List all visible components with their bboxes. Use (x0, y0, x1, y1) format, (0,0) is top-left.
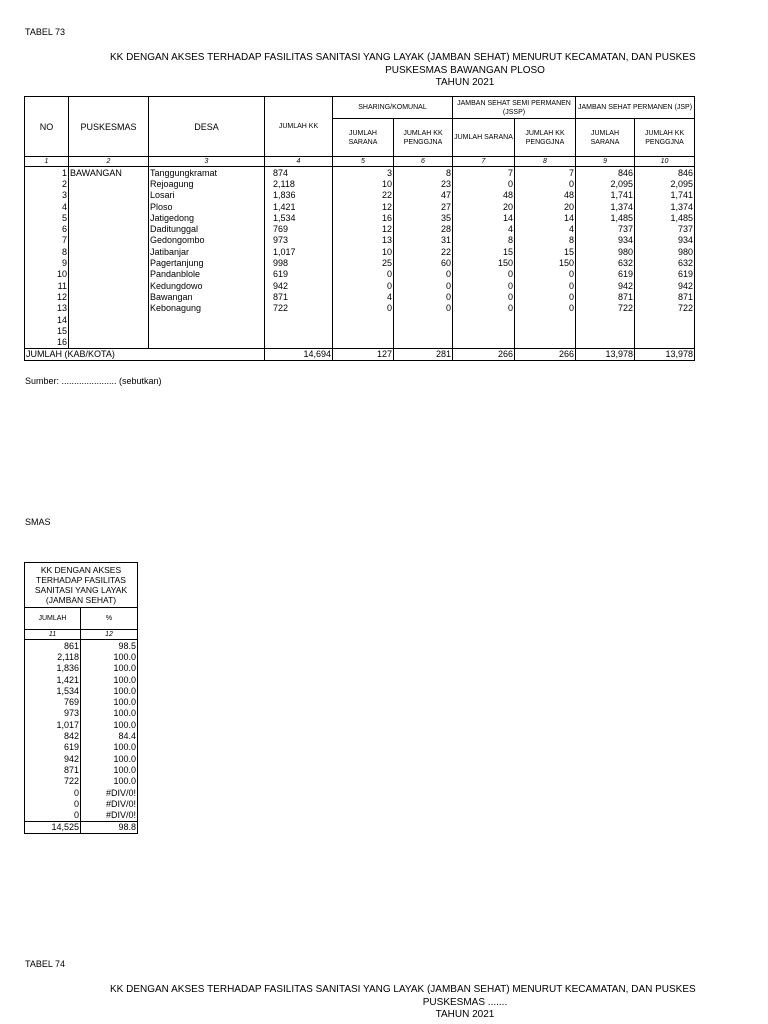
table-cell: 0 (453, 280, 515, 291)
table-cell: Tanggungkramat (149, 167, 265, 179)
table-cell: 4 (25, 201, 69, 212)
table-row (25, 314, 695, 325)
table-cell (333, 336, 394, 348)
table-cell: 980 (635, 246, 695, 257)
table-73 (24, 96, 695, 361)
table-cell: 871 (25, 764, 81, 775)
table-cell: 769 (265, 223, 333, 234)
table-row (25, 325, 695, 336)
table-row (25, 776, 138, 787)
column-number: 9 (576, 157, 635, 167)
table-cell: 1 (25, 167, 69, 179)
table-cell (515, 325, 576, 336)
table-cell: 1,836 (265, 190, 333, 201)
table-cell: #DIV/0! (81, 809, 138, 821)
table-cell: 100.0 (81, 663, 138, 674)
total-cell: 14,694 (265, 348, 333, 360)
table-cell: 100.0 (81, 651, 138, 662)
table-cell: Bawangan (149, 291, 265, 302)
table-row (25, 303, 695, 314)
table-cell: 10 (333, 246, 394, 257)
table-cell: 1,017 (25, 719, 81, 730)
table-cell: 100.0 (81, 708, 138, 719)
table-cell (515, 336, 576, 348)
header-jsss: JAMBAN SEHAT SEMI PERMANEN (JSSP) (453, 97, 576, 119)
header-sharing-kk: JUMLAH KK PENGGJNA (394, 119, 453, 157)
table-cell: 934 (576, 235, 635, 246)
table-cell: 15 (453, 246, 515, 257)
table-cell: 9 (25, 257, 69, 268)
table-cell: 100.0 (81, 764, 138, 775)
table-cell (453, 314, 515, 325)
table-row (25, 246, 695, 257)
table-row (25, 663, 138, 674)
total-cell: 13,978 (635, 348, 695, 360)
table-cell: 0 (394, 280, 453, 291)
table-cell: 942 (576, 280, 635, 291)
table-cell: 2,095 (635, 178, 695, 189)
table-cell: 100.0 (81, 742, 138, 753)
table-cell (515, 314, 576, 325)
table-cell: Rejoagung (149, 178, 265, 189)
table-cell: 934 (635, 235, 695, 246)
table-cell: 871 (576, 291, 635, 302)
table-cell: 10 (333, 178, 394, 189)
table-cell (69, 303, 149, 314)
table-cell: 16 (333, 212, 394, 223)
column-number: 6 (394, 157, 453, 167)
table-cell: 100.0 (81, 685, 138, 696)
table-cell: Gedongombo (149, 235, 265, 246)
column-number: 2 (69, 157, 149, 167)
table-cell: 846 (635, 167, 695, 179)
table-cell (69, 257, 149, 268)
table-cell: 632 (576, 257, 635, 268)
table-cell (453, 325, 515, 336)
table-cell: 2,118 (25, 651, 81, 662)
table-cell (265, 336, 333, 348)
table-cell: 150 (515, 257, 576, 268)
table-cell: 0 (394, 303, 453, 314)
table-cell: 619 (576, 269, 635, 280)
table-row (25, 223, 695, 234)
table-cell: 973 (265, 235, 333, 246)
table-cell: 98.5 (81, 640, 138, 652)
table-row (25, 798, 138, 809)
table-cell: 722 (25, 776, 81, 787)
total-cell: 13,978 (576, 348, 635, 360)
table-cell: 842 (25, 730, 81, 741)
table-cell: 11 (25, 280, 69, 291)
table-cell: 100.0 (81, 719, 138, 730)
table-row (25, 291, 695, 302)
table-cell: 10 (25, 269, 69, 280)
header-jumlah: JUMLAH (25, 608, 81, 630)
table-row (25, 708, 138, 719)
total-cell: 281 (394, 348, 453, 360)
table-cell: #DIV/0! (81, 798, 138, 809)
table-cell: 7 (515, 167, 576, 179)
table-cell: 0 (394, 291, 453, 302)
table-cell: 100.0 (81, 674, 138, 685)
table-row (25, 753, 138, 764)
table-cell: 1,374 (635, 201, 695, 212)
table-cell: 0 (515, 291, 576, 302)
table-cell: 1,534 (25, 685, 81, 696)
source-note: Sumber: ...................... (sebutkan) (25, 376, 162, 386)
table-cell: 48 (453, 190, 515, 201)
table-row (25, 336, 695, 348)
table-row (25, 280, 695, 291)
table-cell: Daditunggal (149, 223, 265, 234)
table-row (25, 730, 138, 741)
table-cell: 619 (265, 269, 333, 280)
header-jsp: JAMBAN SEHAT PERMANEN (JSP) (576, 97, 695, 119)
table-cell: 3 (333, 167, 394, 179)
table-cell: 27 (394, 201, 453, 212)
header-puskesmas: PUSKESMAS (69, 97, 149, 157)
total-cell: 98.8 (81, 821, 138, 833)
table-cell: 632 (635, 257, 695, 268)
table-cell: 20 (453, 201, 515, 212)
table-cell: 0 (453, 291, 515, 302)
table-cell (333, 325, 394, 336)
table-cell: 1,017 (265, 246, 333, 257)
table-cell: 874 (265, 167, 333, 179)
column-number: 1 (25, 157, 69, 167)
table-cell: 1,421 (25, 674, 81, 685)
table-cell: Jatibanjar (149, 246, 265, 257)
table-cell: 1,485 (576, 212, 635, 223)
table-row (25, 269, 695, 280)
overflow-label: SMAS (25, 517, 51, 527)
table-73-year: TAHUN 2021 (435, 77, 495, 88)
table-cell: 15 (515, 246, 576, 257)
table-cell: 12 (333, 223, 394, 234)
table-cell (69, 190, 149, 201)
table-cell: 8 (25, 246, 69, 257)
column-number-row (25, 157, 695, 167)
table-cell: 12 (25, 291, 69, 302)
table-73-title: KK DENGAN AKSES TERHADAP FASILITAS SANITASI YANG LAYAK (JAMBAN SEHAT) MENURUT KECAMATAN, DAN PUSKES (110, 52, 696, 63)
header-no: NO (25, 97, 69, 157)
table-row (25, 719, 138, 730)
table-cell (69, 235, 149, 246)
table-cell: BAWANGAN (69, 167, 149, 179)
table-cell: 2 (25, 178, 69, 189)
table-cell (576, 336, 635, 348)
table-cell (149, 325, 265, 336)
header-jsp-sarana: JUMLAH SARANA (576, 119, 635, 157)
table-cell (635, 314, 695, 325)
table-cell: 942 (265, 280, 333, 291)
table-row (25, 257, 695, 268)
table-cell: 861 (25, 640, 81, 652)
table-cell: 722 (265, 303, 333, 314)
table-row (25, 742, 138, 753)
table-cell: 0 (394, 269, 453, 280)
table-cell: Kedungdowo (149, 280, 265, 291)
table-cell (69, 246, 149, 257)
column-number: 12 (81, 630, 138, 640)
table-cell: Jatigedong (149, 212, 265, 223)
table-cell (69, 201, 149, 212)
table-cell (69, 280, 149, 291)
table-cell: 47 (394, 190, 453, 201)
table-cell (69, 325, 149, 336)
table-cell: 1,485 (635, 212, 695, 223)
table-cell: 0 (515, 280, 576, 291)
table-cell: 60 (394, 257, 453, 268)
table-cell: 22 (333, 190, 394, 201)
table-cell: 871 (635, 291, 695, 302)
table-cell: Losari (149, 190, 265, 201)
table-cell: 619 (635, 269, 695, 280)
table-cell: 13 (25, 303, 69, 314)
table-cell (453, 336, 515, 348)
table-cell (576, 325, 635, 336)
table-cell: 0 (333, 280, 394, 291)
table-cell: 2,118 (265, 178, 333, 189)
table-cell: 737 (635, 223, 695, 234)
table-cell: 1,741 (635, 190, 695, 201)
total-row (25, 821, 138, 833)
table-74-subtitle: PUSKESMAS ....... (422, 997, 508, 1008)
table-cell: 5 (25, 212, 69, 223)
table-cell: 25 (333, 257, 394, 268)
column-number: 4 (265, 157, 333, 167)
table-row (25, 787, 138, 798)
table-cell: Pandanblole (149, 269, 265, 280)
header-desa: DESA (149, 97, 265, 157)
table-cell: Ploso (149, 201, 265, 212)
table-73-subtitle: PUSKESMAS BAWANGAN PLOSO (385, 65, 545, 76)
table-row (25, 235, 695, 246)
table-cell: 942 (25, 753, 81, 764)
table-row (25, 764, 138, 775)
header-percent: % (81, 608, 138, 630)
table-cell: 48 (515, 190, 576, 201)
table-cell: 7 (453, 167, 515, 179)
table-row (25, 212, 695, 223)
table-cell (635, 325, 695, 336)
column-number-row (25, 630, 138, 640)
table-cell: Kebonagung (149, 303, 265, 314)
table-cell: 0 (25, 798, 81, 809)
table-cell: 23 (394, 178, 453, 189)
table-cell: 1,534 (265, 212, 333, 223)
table-cell: 8 (515, 235, 576, 246)
table-74-label: TABEL 74 (25, 959, 66, 969)
table-cell (69, 291, 149, 302)
table-cell: 0 (25, 809, 81, 821)
table-cell: 14 (453, 212, 515, 223)
table-row (25, 201, 695, 212)
table-cell: 3 (25, 190, 69, 201)
table-cell (394, 336, 453, 348)
table-cell (69, 223, 149, 234)
table-cell: 0 (333, 269, 394, 280)
table-cell: 1,374 (576, 201, 635, 212)
continuation-header: KK DENGAN AKSES TERHADAP FASILITAS SANITASI YANG LAYAK (JAMBAN SEHAT) (25, 563, 138, 608)
table-cell: 998 (265, 257, 333, 268)
table-cell: 871 (265, 291, 333, 302)
table-cell (69, 336, 149, 348)
table-cell (394, 314, 453, 325)
table-cell: 13 (333, 235, 394, 246)
table-cell: 0 (453, 269, 515, 280)
table-cell: 15 (25, 325, 69, 336)
table-cell (394, 325, 453, 336)
table-cell: 0 (453, 303, 515, 314)
table-row (25, 809, 138, 821)
total-cell: 266 (515, 348, 576, 360)
table-cell (635, 336, 695, 348)
table-cell: 0 (515, 178, 576, 189)
table-cell: 0 (25, 787, 81, 798)
table-cell (333, 314, 394, 325)
table-cell: 6 (25, 223, 69, 234)
table-cell: 769 (25, 696, 81, 707)
table-cell: 2,095 (576, 178, 635, 189)
header-sharing: SHARING/KOMUNAL (333, 97, 453, 119)
table-cell: 14 (515, 212, 576, 223)
table-cell: 0 (515, 269, 576, 280)
table-cell (265, 325, 333, 336)
table-cell (576, 314, 635, 325)
table-cell: 1,421 (265, 201, 333, 212)
table-cell (265, 314, 333, 325)
table-row (25, 178, 695, 189)
header-sharing-sarana: JUMLAH SARANA (333, 119, 394, 157)
table-74-year: TAHUN 2021 (435, 1009, 495, 1020)
table-cell: 7 (25, 235, 69, 246)
table-cell: 722 (635, 303, 695, 314)
table-cell (69, 212, 149, 223)
table-row (25, 190, 695, 201)
table-73-label: TABEL 73 (25, 27, 66, 37)
column-number: 8 (515, 157, 576, 167)
table-cell: 722 (576, 303, 635, 314)
table-cell: 14 (25, 314, 69, 325)
total-row (25, 348, 695, 360)
table-cell: 4 (333, 291, 394, 302)
table-row (25, 640, 138, 652)
table-cell: 846 (576, 167, 635, 179)
table-cell: 737 (576, 223, 635, 234)
table-row (25, 167, 695, 179)
table-row (25, 674, 138, 685)
column-number: 11 (25, 630, 81, 640)
table-73-continuation (24, 562, 138, 834)
table-cell (69, 314, 149, 325)
header-jumlah-kk: JUMLAH KK (265, 97, 333, 157)
table-cell: 4 (515, 223, 576, 234)
table-row (25, 651, 138, 662)
total-cell: 14,525 (25, 821, 81, 833)
table-cell: 20 (515, 201, 576, 212)
total-cell: 127 (333, 348, 394, 360)
table-cell: 942 (635, 280, 695, 291)
table-cell: 1,836 (25, 663, 81, 674)
table-cell: 35 (394, 212, 453, 223)
table-cell: 619 (25, 742, 81, 753)
table-cell: 12 (333, 201, 394, 212)
table-cell (69, 269, 149, 280)
table-cell: 28 (394, 223, 453, 234)
table-cell (69, 178, 149, 189)
header-jsp-kk: JUMLAH KK PENGGJNA (635, 119, 695, 157)
table-cell (149, 336, 265, 348)
table-cell: 100.0 (81, 776, 138, 787)
table-cell: 0 (515, 303, 576, 314)
table-cell: Pagertanjung (149, 257, 265, 268)
table-cell (149, 314, 265, 325)
table-cell: 100.0 (81, 696, 138, 707)
header-jsss-sarana: JUMLAH SARANA (453, 119, 515, 157)
total-cell: 266 (453, 348, 515, 360)
table-cell: 150 (453, 257, 515, 268)
table-cell: 8 (453, 235, 515, 246)
table-cell: 0 (453, 178, 515, 189)
column-number: 5 (333, 157, 394, 167)
column-number: 7 (453, 157, 515, 167)
header-jsss-kk: JUMLAH KK PENGGJNA (515, 119, 576, 157)
table-cell: 973 (25, 708, 81, 719)
table-row (25, 696, 138, 707)
table-cell: 980 (576, 246, 635, 257)
column-number: 3 (149, 157, 265, 167)
table-74-title: KK DENGAN AKSES TERHADAP FASILITAS SANITASI YANG LAYAK (JAMBAN SEHAT) MENURUT KECAMATAN, DAN PUSKES (110, 984, 696, 995)
table-cell: 84.4 (81, 730, 138, 741)
table-cell: 0 (333, 303, 394, 314)
table-cell: 22 (394, 246, 453, 257)
table-row (25, 685, 138, 696)
total-label: JUMLAH (KAB/KOTA) (25, 348, 265, 360)
table-cell: 16 (25, 336, 69, 348)
table-cell: 4 (453, 223, 515, 234)
column-number: 10 (635, 157, 695, 167)
table-cell: 31 (394, 235, 453, 246)
table-cell: 8 (394, 167, 453, 179)
table-cell: #DIV/0! (81, 787, 138, 798)
table-cell: 100.0 (81, 753, 138, 764)
table-cell: 1,741 (576, 190, 635, 201)
